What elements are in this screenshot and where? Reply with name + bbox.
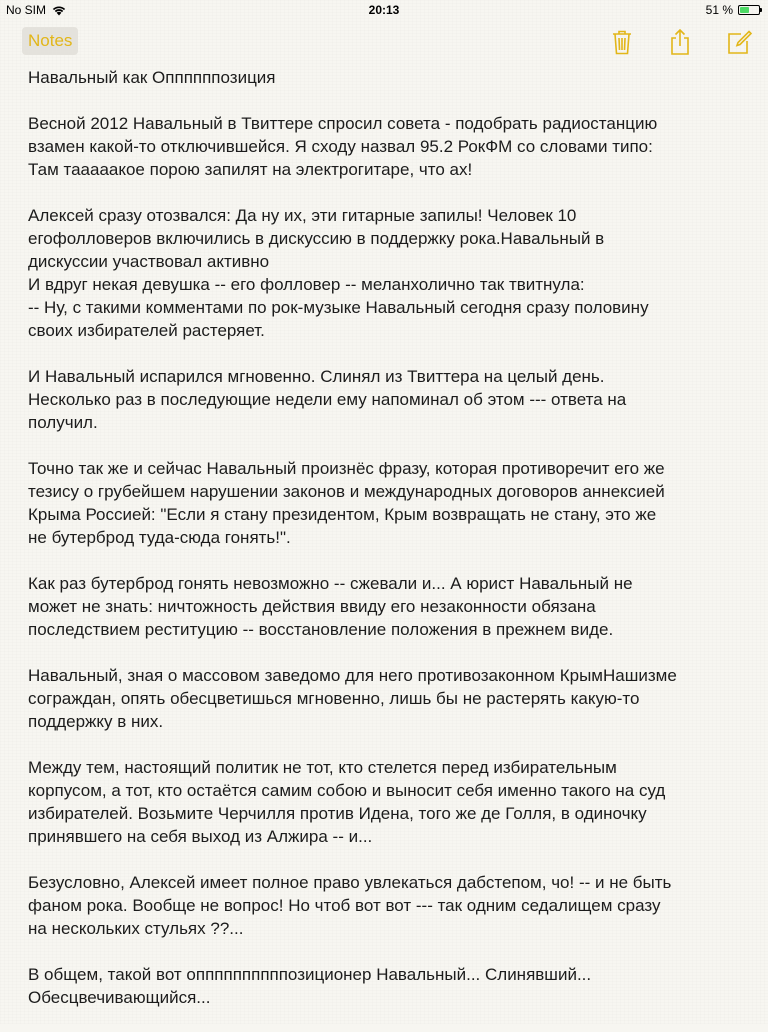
note-paragraph xyxy=(28,871,746,940)
note-line: может не знать: ничтожность действия ввиду его незаконности обязана xyxy=(28,597,596,616)
note-line: егофолловеров включились в дискуссию в поддержку рока.Навальный в xyxy=(28,229,605,248)
compose-icon[interactable] xyxy=(726,28,752,56)
note-line: Обесцвечивающийся... xyxy=(28,988,211,1007)
battery-fill xyxy=(740,7,749,13)
status-time: 20:13 xyxy=(368,3,400,17)
note-line: взамен какой-то отключившейся. Я сходу назвал 95.2 РокФМ со словами типо: xyxy=(28,137,653,156)
note-line: сограждан, опять обесцветишься мгновенно, лишь бы не растерять какую-то xyxy=(28,689,640,708)
note-paragraph xyxy=(28,664,746,733)
share-icon[interactable] xyxy=(667,28,693,56)
note-line: не бутерброд туда-сюда гонять!". xyxy=(28,528,291,547)
note-body[interactable] xyxy=(28,66,746,1032)
note-paragraph xyxy=(28,457,746,549)
note-line: на нескольких стульях ??... xyxy=(28,919,244,938)
note-line: последствием реституцию -- восстановление положения в прежнем виде. xyxy=(28,620,614,639)
note-line: Весной 2012 Навальный в Твиттере спросил совета - подобрать радиостанцию xyxy=(28,114,658,133)
status-bar xyxy=(0,0,768,20)
note-line: дискуссии участвовал активно xyxy=(28,252,270,271)
note-line: Крыма Россией: "Если я стану президентом, Крым возвращать не стану, это же xyxy=(28,505,657,524)
note-line: Как раз бутерброд гонять невозможно -- сжевали и... А юрист Навальный не xyxy=(28,574,633,593)
note-line: Несколько раз в последующие недели ему напоминал об этом --- ответа на xyxy=(28,390,627,409)
note-line: поддержку в них. xyxy=(28,712,164,731)
battery-percent: 51 % xyxy=(705,3,733,17)
note-line: Навальный, зная о массовом заведомо для него противозаконном КрымНашизме xyxy=(28,666,677,685)
status-right xyxy=(706,3,760,17)
note-line: тезису о грубейшем нарушении законов и международных договоров аннексией xyxy=(28,482,665,501)
note-line: Алексей сразу отозвался: Да ну их, эти гитарные запилы! Человек 10 xyxy=(28,206,577,225)
note-line: -- Ну, с такими комментами по рок-музыке Навальный сегодня сразу половину xyxy=(28,298,649,317)
note-title xyxy=(28,66,746,89)
note-line: принявшего на себя выход из Алжира -- и... xyxy=(28,827,373,846)
note-line: Точно так же и сейчас Навальный произнёс фразу, которая противоречит его же xyxy=(28,459,665,478)
carrier-label: No SIM xyxy=(6,3,47,17)
note-line: И Навальный испарился мгновенно. Слинял из Твиттера на целый день. xyxy=(28,367,605,386)
note-line: получил. xyxy=(28,413,98,432)
note-paragraph xyxy=(28,112,746,181)
note-line: избирателей. Возьмите Черчилля против Идена, того же де Голля, в одиночку xyxy=(28,804,647,823)
note-line: Безусловно, Алексей имеет полное право увлекаться дабстепом, чо! -- и не быть xyxy=(28,873,672,892)
note-paragraph xyxy=(28,204,746,342)
battery-icon xyxy=(738,5,760,15)
notes-back-button[interactable]: Notes xyxy=(22,27,78,55)
note-line: Между тем, настоящий политик не тот, кто стелется перед избирательным xyxy=(28,758,617,777)
battery-tip xyxy=(760,8,762,12)
note-paragraph xyxy=(28,572,746,641)
note-line: корпусом, а тот, кто остаётся самим собою и выносит себя именно такого на суд xyxy=(28,781,666,800)
note-line: В общем, такой вот оппппппппппозиционер Навальный... Слинявший... xyxy=(28,965,592,984)
note-line: фаном рока. Вообще не вопрос! Но чтоб вот вот --- так одним седалищем сразу xyxy=(28,896,661,915)
note-paragraph xyxy=(28,963,746,1009)
navigation-bar xyxy=(0,20,768,64)
note-line: И вдруг некая девушка -- его фолловер -- меланхолично так твитнула: xyxy=(28,275,585,294)
note-paragraph xyxy=(28,756,746,848)
note-line: Навальный как Оппппппозиция xyxy=(28,68,276,87)
trash-icon[interactable] xyxy=(609,28,635,56)
note-paragraph xyxy=(28,365,746,434)
note-line: Там тааааакое порою запилят на электрогитаре, что ах! xyxy=(28,160,473,179)
note-line: своих избирателей растеряет. xyxy=(28,321,265,340)
